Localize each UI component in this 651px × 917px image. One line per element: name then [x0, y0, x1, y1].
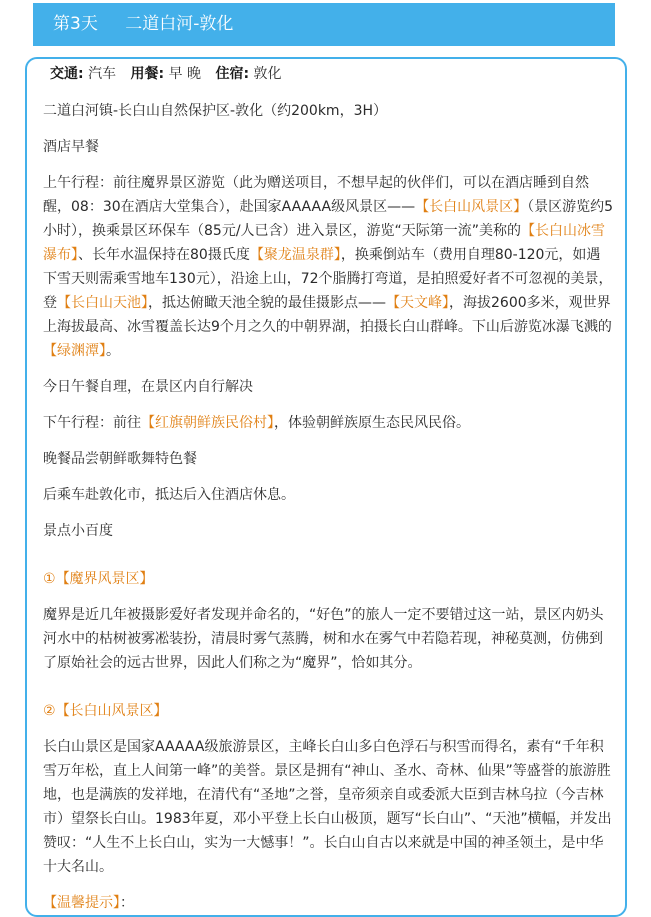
section-text-mojie: 魔界是近几年被摄影爱好者发现并命名的，“好色”的旅人一定不要错过这一站，景区内奶头河水中的枯树被雾凇装扮，清晨时雾气蒸腾，树和水在雾气中若隐若现，神秘莫测，仿佛到了原始社会的远古世界，因此人们称之为“魔界”，恰如其分。 [43, 607, 604, 671]
afternoon-schedule: 下午行程：前往【红旗朝鲜族民俗村】，体验朝鲜族原生态民风民俗。 [43, 415, 470, 431]
section-text-changbaishan: 长白山景区是国家AAAAA级旅游景区，主峰长白山多白色浮石与积雪而得名，素有“千年积雪万年松，直上人间第一峰”的美誉。景区是拥有“神山、圣水、奇林、仙果”等盛誉的旅游胜地，也是满族的发祥地，在清代有“圣地”之誉，皇帝须亲自或委派大臣到吉林乌拉（今吉林市）望祭长白山。1983年夏，邓小平登上长白山极顶，题写“长白山”、“天池”横幅，并发出赞叹：“人生不上长白山，实为一大憾事！”。长白山自古以来就是中国的神圣领土，是中华十大名山。 [43, 739, 612, 875]
day-header [33, 3, 615, 46]
section-title-changbaishan: ②【长白山风景区】 [43, 703, 168, 719]
evening-text: 后乘车赴敦化市，抵达后入住酒店休息。 [43, 487, 295, 503]
stay-value: 敦化 [253, 66, 282, 82]
route-line: 二道白河镇-长白山自然保护区-敦化（约200km，3H） [43, 103, 388, 119]
info-line [50, 64, 282, 84]
breakfast-text: 酒店早餐 [43, 139, 99, 155]
spot-link-waterfall[interactable]: 【长白山冰雪瀑布】 [43, 223, 606, 263]
meals-value: 早 晚 [168, 66, 202, 82]
dinner-text: 晚餐品尝朝鲜歌舞特色餐 [43, 451, 197, 467]
itinerary-content [43, 99, 613, 915]
day-route: 二道白河-敦化 [125, 14, 234, 34]
stay-label: 住宿: [215, 66, 250, 82]
spot-link-tianwen-peak[interactable]: 【天文峰】 [386, 295, 449, 311]
spot-link-hot-springs[interactable]: 【聚龙温泉群】 [249, 247, 341, 263]
encyclopedia-heading: 景点小百度 [43, 523, 113, 539]
spot-link-changbaishan[interactable]: 【长白山风景区】 [415, 199, 528, 215]
day-number: 第3天 [53, 14, 98, 34]
transport-value: 汽车 [88, 66, 117, 82]
spot-link-folk-village[interactable]: 【红旗朝鲜族民俗村】 [141, 415, 274, 431]
lunch-text: 今日午餐自理，在景区内自行解决 [43, 379, 253, 395]
meals-label: 用餐: [130, 66, 165, 82]
spot-link-tianchi[interactable]: 【长白山天池】 [57, 295, 148, 311]
morning-schedule: 上午行程：前往魔界景区游览（此为赠送项目，不想早起的伙伴们，可以在酒店睡到自然醒，08：30在酒店大堂集合），赴国家AAAAA级风景区——【长白山风景区】（景区游览约5小时），换乘景区环保车（85元/人已含）进入景区，游览“天际第一流”美称的【长白山冰雪瀑布】、长年水温保持在80摄氏度【聚龙温泉群】，换乘倒站车（费用自理80-120元，如遇下雪天则需乘雪地车130元），沿途上山，72个脂腾打弯道，是拍照爱好者不可忽视的美景，登【长白山天池】，抵达俯瞰天池全貌的最佳摄影点——【天文峰】，海拔2600多米，观世界上海拔最高、冰雪覆盖长达9个月之久的中朝界湖，拍摄长白山群峰。下山后游览冰瀑飞溅的【绿渊潭】。 [43, 175, 613, 359]
spot-link-lvyuan-pool[interactable]: 【绿渊潭】 [43, 343, 106, 359]
section-title-mojie: ①【魔界风景区】 [43, 571, 154, 587]
transport-label: 交通: [50, 66, 84, 82]
tips-heading: 【温馨提示】： [43, 895, 134, 911]
